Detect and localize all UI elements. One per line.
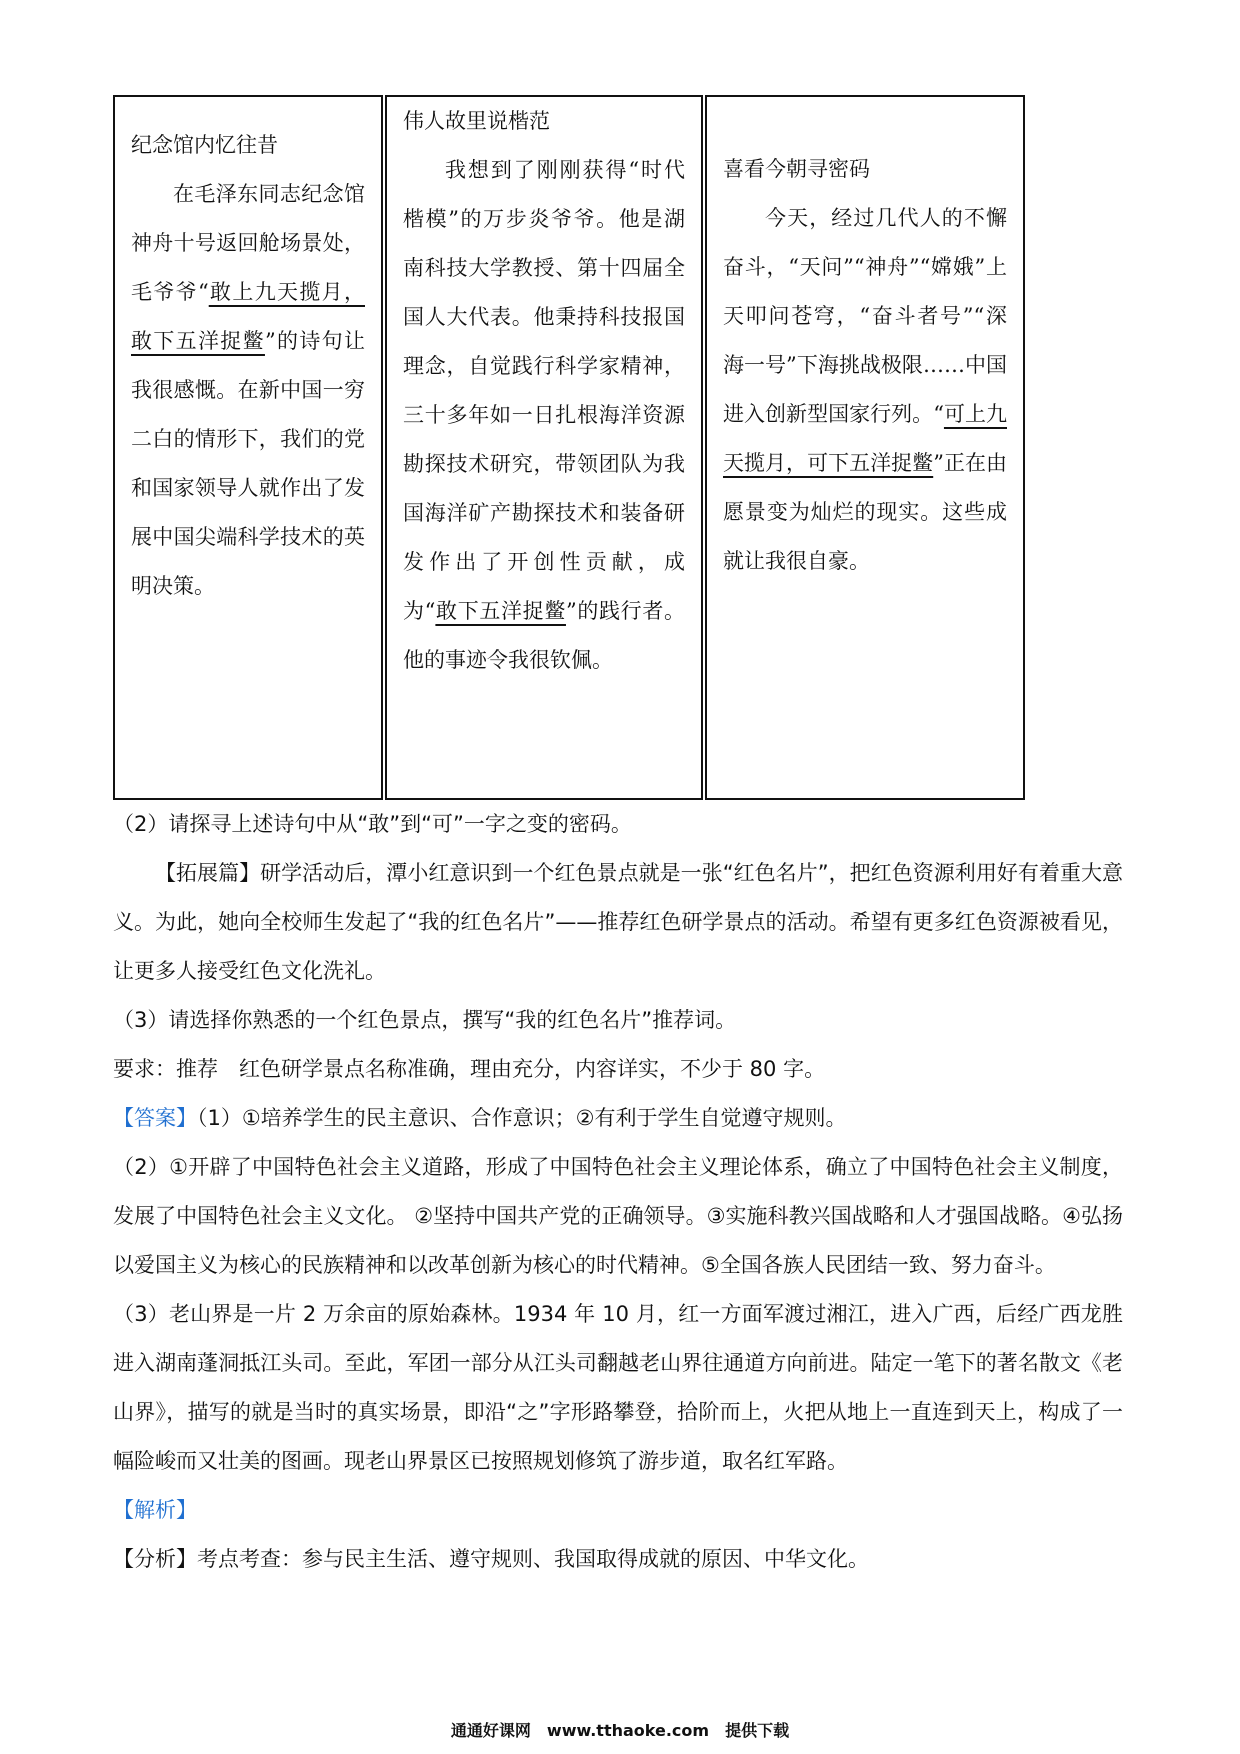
cell-title: 纪念馆内忆往昔 [131, 133, 278, 157]
analysis: 【分析】考点考查：参与民主生活、遵守规则、我国取得成就的原因、中华文化。 [113, 1547, 869, 1571]
cell-body: 我想到了刚刚获得“时代楷模”的万步炎爷爷。他是湖南科技大学教授、第十四届全国人大代表。他秉持科技报国理念，自觉践行科学家精神，三十多年如一日扎根海洋资源勘探技术研究，带领团队为我国海洋矿产勘探技术和装备研发作出了开创性贡献，成为“敢下五洋捉鳖”的践行者。他的事迹令我很钦佩。 [403, 158, 685, 672]
table-cell-today [704, 96, 1024, 799]
answer-3: （3）老山界是一片 2 万余亩的原始森林。1934 年 10 月，红一方面军渡过湘江，进入广西，后经广西龙胜进入湖南蓬洞抵江头司。至此，军团一部分从江头司翻越老山界往通道方向前进。陆定一笔下的著名散文《老山界》，描写的就是当时的真实场景，即沿“之”字形路攀登，拾阶而上，火把从地上一直连到天上，构成了一幅险峻而又壮美的图画。现老山界景区已按照规划修筑了游步道，取名红军路。 [113, 1302, 1123, 1473]
cell-title: 喜看今朝寻密码 [723, 157, 870, 181]
underlined-quote: 敢下五洋捉鳖 [435, 599, 566, 623]
analysis-tag: 【解析】 [113, 1498, 197, 1522]
answer-tag: 【答案】 [113, 1106, 197, 1130]
question-3: （3）请选择你熟悉的一个红色景点，撰写“我的红色名片”推荐词。 [113, 1008, 737, 1032]
cell-body: 今天，经过几代人的不懈奋斗，“天问”“神舟”“嫦娥”上天叩问苍穹，“奋斗者号”“深海一号”下海挑战极限……中国进入创新型国家行列。“可上九天揽月，可下五洋捉鳖”正在由愿景变为灿烂的现实。这些成就让我很自豪。 [723, 206, 1007, 573]
cell-title: 伟人故里说楷范 [403, 109, 550, 133]
expand-paragraph: 【拓展篇】研学活动后，潭小红意识到一个红色景点就是一张“红色名片”，把红色资源利用好有着重大意义。为此，她向全校师生发起了“我的红色名片”——推荐红色研学景点的活动。希望有更多红色资源被看见，让更多人接受红色文化洗礼。 [113, 861, 1123, 983]
requirements: 要求：推荐 红色研学景点名称准确，理由充分，内容详实，不少于 80 字。 [113, 1057, 826, 1081]
table-cell-role-model [384, 96, 704, 799]
underlined-quote: 可上九天揽月，可下五洋捉鳖 [723, 402, 1007, 475]
table-cell-memorial [114, 96, 384, 799]
underlined-quote: 敢上九天揽月，敢下五洋捉鳖 [131, 280, 365, 353]
answer-2: （2）①开辟了中国特色社会主义道路，形成了中国特色社会主义理论体系，确立了中国特色社会主义制度，发展了中国特色社会主义文化。 ②坚持中国共产党的正确领导。③实施科教兴国战略和人才强国战略。④弘扬以爱国主义为核心的民族精神和以改革创新为核心的时代精神。⑤全国各族人民团结一致、努力奋斗。 [113, 1155, 1123, 1277]
footer: 通通好课网 www.tthaoke.com 提供下载 [450, 1721, 790, 1740]
cell-body: 在毛泽东同志纪念馆神舟十号返回舱场景处，毛爷爷“敢上九天揽月，敢下五洋捉鳖”的诗句让我很感慨。在新中国一穷二白的情形下，我们的党和国家领导人就作出了发展中国尖端科学技术的英明决策。 [131, 182, 365, 598]
question-2: （2）请探寻上述诗句中从“敢”到“可”一字之变的密码。 [113, 812, 632, 836]
answer-1: 【答案】（1）①培养学生的民主意识、合作意识；②有利于学生自觉遵守规则。 [113, 1106, 847, 1130]
story-table [113, 95, 1025, 800]
